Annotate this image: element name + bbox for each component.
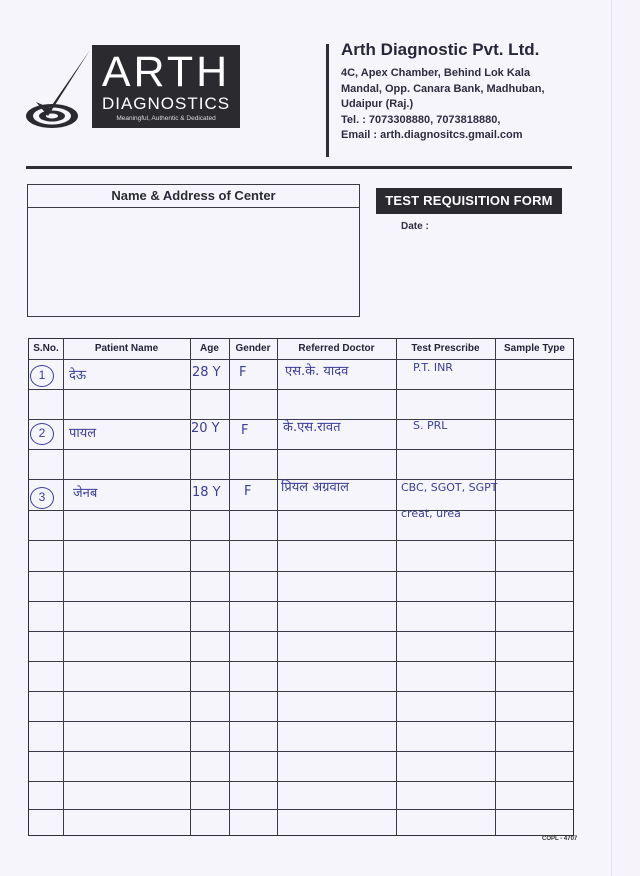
header-referred-doctor: Referred Doctor bbox=[298, 343, 375, 354]
logo-tagline: Meaningful, Authentic & Dedicated bbox=[116, 115, 216, 122]
row-divider bbox=[29, 540, 573, 541]
entry-referred-doctor: प्रियल अग्रवाल bbox=[281, 480, 349, 495]
brand-logo bbox=[92, 45, 240, 128]
entry-sno: 2 bbox=[30, 423, 54, 445]
logo-brand: ARTH bbox=[101, 48, 231, 96]
header-age: Age bbox=[200, 343, 219, 354]
row-divider bbox=[29, 571, 573, 572]
header-patient-name: Patient Name bbox=[94, 343, 159, 354]
entry-referred-doctor: एस.के. यादव bbox=[285, 364, 349, 379]
entry-age: 20 Y bbox=[191, 421, 220, 436]
column-divider bbox=[190, 339, 191, 835]
entry-test: S. PRL bbox=[413, 419, 448, 432]
company-name: Arth Diagnostic Pvt. Ltd. bbox=[341, 40, 540, 59]
entry-referred-doctor: के.एस.रावत bbox=[283, 420, 341, 435]
row-divider bbox=[29, 691, 573, 692]
entry-sno: 3 bbox=[30, 487, 54, 509]
row-divider bbox=[29, 389, 573, 390]
entry-gender: F bbox=[239, 365, 247, 380]
form-code: COPL - 4707 bbox=[542, 836, 578, 842]
entry-age: 18 Y bbox=[192, 485, 221, 500]
entry-test-line2: creat, urea bbox=[401, 507, 461, 520]
row-divider bbox=[29, 809, 573, 810]
row-divider bbox=[29, 781, 573, 782]
entry-patient-name: देऊ bbox=[69, 368, 87, 383]
entry-age: 28 Y bbox=[192, 365, 221, 380]
row-divider bbox=[29, 631, 573, 632]
column-divider bbox=[277, 339, 278, 835]
entry-sno: 1 bbox=[30, 365, 54, 387]
row-divider bbox=[29, 449, 573, 450]
center-box-title: Name & Address of Center bbox=[28, 185, 359, 208]
row-divider bbox=[29, 601, 573, 602]
row-divider bbox=[29, 751, 573, 752]
header-rule bbox=[26, 166, 572, 169]
row-divider bbox=[29, 359, 573, 360]
entry-patient-name: पायल bbox=[69, 426, 97, 441]
phone-line: Tel. : 7073308880, 7073818880, bbox=[341, 113, 501, 126]
row-divider bbox=[29, 661, 573, 662]
column-divider bbox=[495, 339, 496, 835]
entry-gender: F bbox=[244, 484, 252, 499]
header-sample-type: Sample Type bbox=[504, 343, 565, 354]
header-sno: S.No. bbox=[33, 343, 59, 354]
entry-test: P.T. INR bbox=[413, 361, 453, 374]
entry-gender: F bbox=[241, 423, 249, 438]
entry-test: CBC, SGOT, SGPT bbox=[401, 481, 498, 494]
form-title: TEST REQUISITION FORM bbox=[376, 188, 562, 214]
target-check-icon bbox=[24, 46, 94, 130]
entry-patient-name: जेनब bbox=[73, 486, 98, 501]
date-label: Date : bbox=[401, 221, 429, 232]
address-line: Udaipur (Raj.) bbox=[341, 98, 414, 110]
row-divider bbox=[29, 510, 573, 511]
column-divider bbox=[63, 339, 64, 835]
company-address bbox=[341, 66, 556, 144]
column-divider bbox=[396, 339, 397, 835]
email-line: Email : arth.diagnositcs.gmail.com bbox=[341, 129, 523, 141]
header-test-prescribe: Test Prescribe bbox=[411, 343, 480, 354]
center-address-box[interactable] bbox=[27, 184, 360, 317]
logo-sub: DIAGNOSTICS bbox=[101, 94, 231, 113]
column-divider bbox=[229, 339, 230, 835]
patient-table bbox=[28, 338, 574, 836]
header-divider bbox=[326, 44, 329, 157]
address-line: 4C, Apex Chamber, Behind Lok Kala bbox=[341, 67, 531, 79]
address-line: Mandal, Opp. Canara Bank, Madhuban, bbox=[341, 82, 545, 95]
header-gender: Gender bbox=[235, 343, 271, 354]
row-divider bbox=[29, 721, 573, 722]
